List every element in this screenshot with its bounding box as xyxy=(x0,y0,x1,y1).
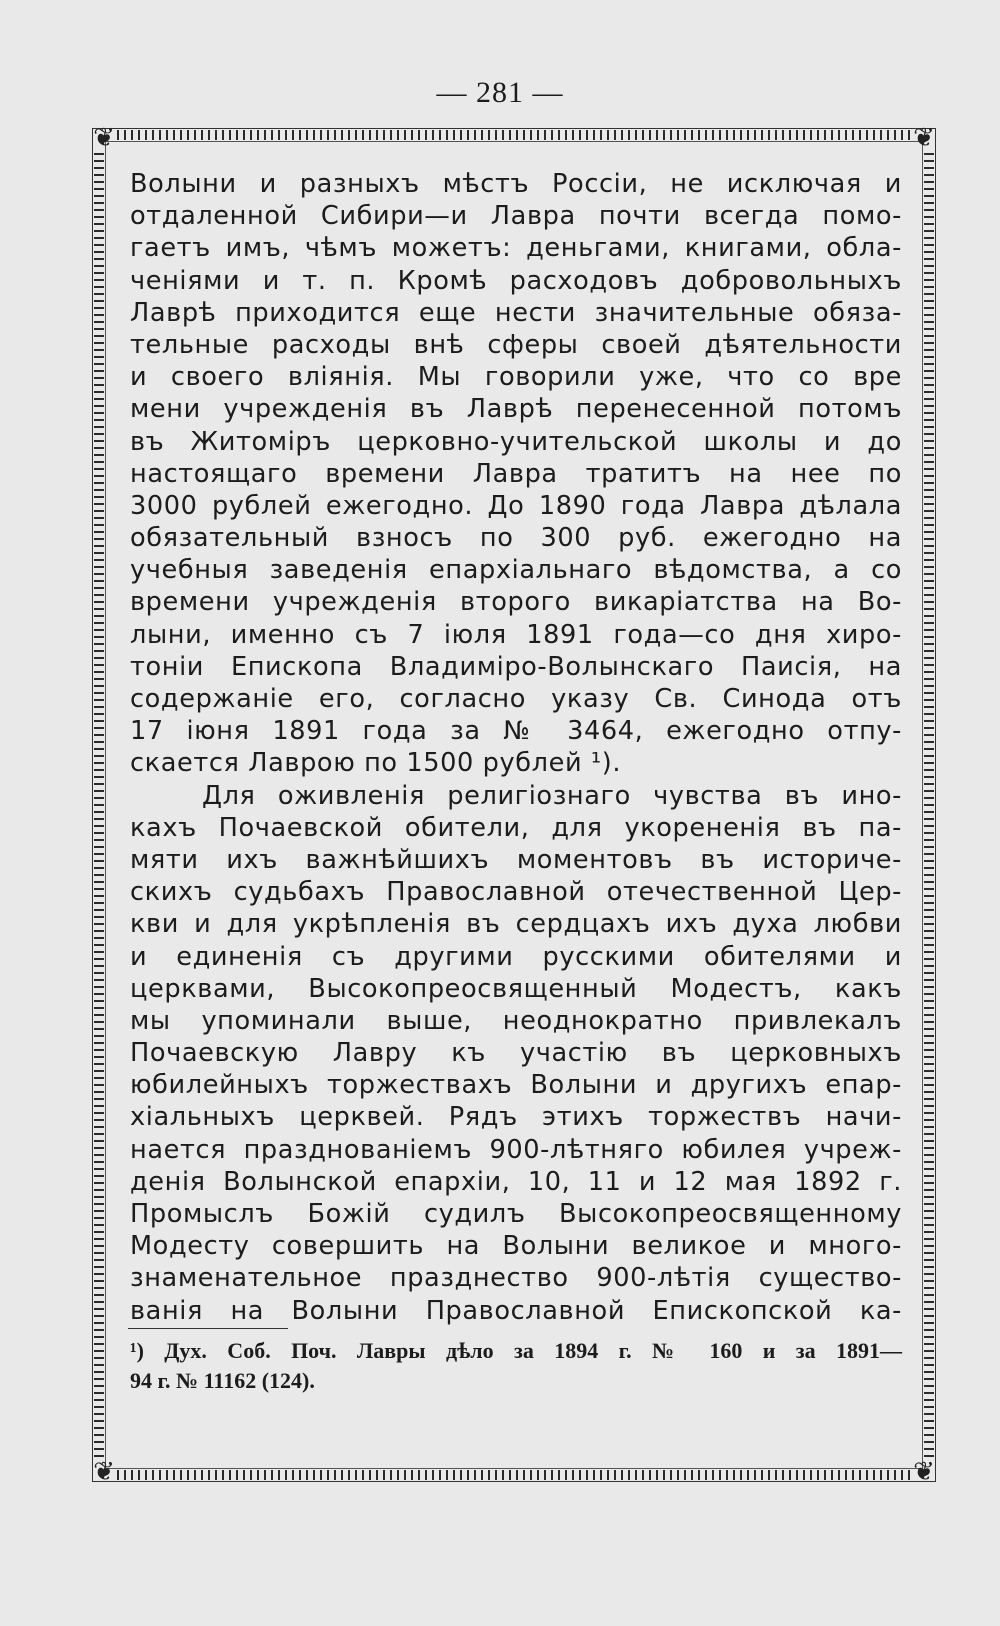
paragraph-end-line: скается Лаврою по 1500 рублей ¹). xyxy=(130,748,622,779)
footnote xyxy=(130,1336,902,1396)
text-line: Лаврѣ приходится еще нести значительные обяза- xyxy=(130,297,902,328)
border-ornament-top xyxy=(117,130,911,140)
text-line: Почаевскую Лавру къ участію въ церковныхъ xyxy=(130,1038,902,1069)
border-ornament-right xyxy=(924,153,934,1457)
border-ornament-bottom xyxy=(117,1470,911,1480)
page-number: — 281 — xyxy=(436,76,564,109)
text-line: 17 іюня 1891 года за № 3464, ежегодно отпу- xyxy=(130,716,902,747)
text-line: знаменательное празднество 900-лѣтія существо- xyxy=(130,1263,902,1294)
text-line: и своего вліянія. Мы говорили уже, что со вре xyxy=(130,362,902,393)
text-line: содержаніе его, согласно указу Св. Синода отъ xyxy=(130,684,902,714)
corner-ornament-bottom-left: ❦ xyxy=(93,1457,115,1487)
text-line: кви и для укрѣпленія въ сердцахъ ихъ духа любви xyxy=(130,909,902,940)
text-line: въ Житоміръ церковно-учительской школы и до xyxy=(130,426,902,457)
text-line: церквами, Высокопреосвященный Модестъ, какъ xyxy=(130,973,902,1004)
text-line: скихъ судьбахъ Православной отечественной Цер- xyxy=(130,877,902,908)
text-line: гаетъ имъ, чѣмъ можетъ: деньгами, книгами, обла- xyxy=(130,233,902,264)
body-text xyxy=(130,168,902,1327)
text-line: ченіями и т. п. Кромѣ расходовъ добровольныхъ xyxy=(130,265,902,296)
text-line: кахъ Почаевской обители, для укорененія въ па- xyxy=(130,812,902,843)
text-line: тельные расходы внѣ сферы своей дѣятельности xyxy=(130,329,902,360)
footnote-line: ¹) Дух. Соб. Поч. Лавры дѣло за 1894 г. № 160 и за 1891— xyxy=(130,1338,902,1363)
text-line: Модесту совершить на Волыни великое и много- xyxy=(130,1231,902,1262)
text-line: отдаленной Сибири—и Лавра почти всегда помо- xyxy=(130,201,902,232)
corner-ornament-bottom-right: ❦ xyxy=(913,1457,935,1487)
text-line: настоящаго времени Лавра тратитъ на нее по xyxy=(130,458,902,489)
text-line: юбилейныхъ торжествахъ Волыни и другихъ епар- xyxy=(130,1070,902,1101)
corner-ornament-top-left: ❦ xyxy=(93,123,115,153)
paragraph-first-line: Для оживленія религіознаго чувства въ ино- xyxy=(202,780,902,811)
text-line: хіальныхъ церквей. Рядъ этихъ торжествъ начи- xyxy=(130,1102,902,1133)
text-line: и единенія съ другими русскими обителями и xyxy=(130,941,902,972)
text-line: времени учрежденія второго викаріатства на Во- xyxy=(130,587,902,618)
text-line: мяти ихъ важнѣйшихъ моментовъ въ историче- xyxy=(130,844,902,875)
text-line: денія Волынской епархіи, 10, 11 и 12 мая 1892 г. xyxy=(130,1166,902,1197)
text-line: обязательный взносъ по 300 руб. ежегодно на xyxy=(130,523,902,554)
text-line: учебныя заведенія епархіальнаго вѣдомства, а со xyxy=(130,555,902,586)
text-line: мени учрежденія въ Лаврѣ перенесенной потомъ xyxy=(130,394,902,425)
text-line: Волыни и разныхъ мѣстъ Россіи, не исключая и xyxy=(130,169,902,199)
text-line: ванія на Волыни Православной Епископской ка- xyxy=(130,1295,902,1326)
text-line: Промыслъ Божій судилъ Высокопреосвященному xyxy=(130,1199,902,1229)
text-line: лыни, именно съ 7 іюля 1891 года—со дня хиро- xyxy=(130,619,902,650)
text-line: 3000 рублей ежегодно. До 1890 года Лавра дѣлала xyxy=(130,490,902,521)
corner-ornament-top-right: ❦ xyxy=(913,123,935,153)
border-ornament-left xyxy=(94,153,104,1457)
text-line: тоніи Епископа Владиміро-Волынскаго Паисія, на xyxy=(130,651,902,682)
text-line: нается празднованіемъ 900-лѣтняго юбилея учреж- xyxy=(130,1134,902,1165)
footnote-line: 94 г. № 11162 (124). xyxy=(130,1368,315,1393)
text-line: мы упоминали выше, неоднократно привлекалъ xyxy=(130,1005,902,1036)
footnote-separator xyxy=(128,1328,288,1329)
